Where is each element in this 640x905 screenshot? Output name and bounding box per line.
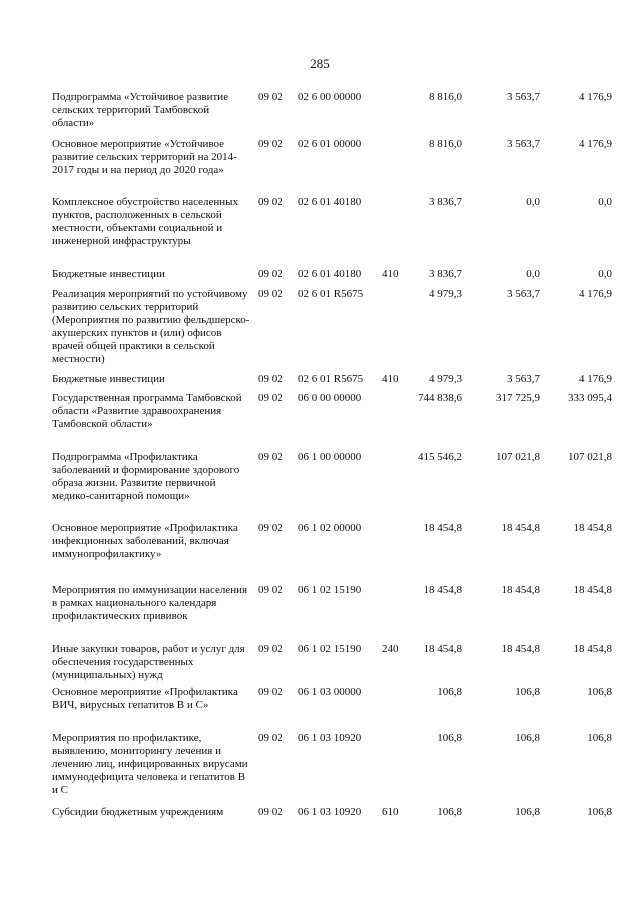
row-section-code: 09 02	[258, 91, 283, 103]
row-section-code: 09 02	[258, 686, 283, 698]
row-description: Субсидии бюджетным учреждениям	[52, 806, 224, 818]
row-amount-2: 106,8	[515, 732, 540, 744]
row-target-article: 06 1 02 15190	[298, 643, 362, 655]
row-target-article: 06 1 02 15190	[298, 584, 362, 596]
row-section-code: 09 02	[258, 643, 283, 655]
row-amount-2: 18 454,8	[501, 584, 540, 596]
row-amount-1: 18 454,8	[423, 584, 462, 596]
row-amount-2: 317 725,9	[496, 392, 540, 404]
row-amount-2: 106,8	[515, 686, 540, 698]
row-description: Подпрограмма «Профилактика заболеваний и формирование здорового образа жизни. Развитие первичной медико-санитарной помощи»	[52, 451, 240, 502]
row-target-article: 02 6 01 40180	[298, 268, 362, 280]
row-amount-1: 3 836,7	[429, 196, 462, 208]
row-amount-2: 18 454,8	[501, 643, 540, 655]
row-section-code: 09 02	[258, 806, 283, 818]
row-amount-3: 0,0	[598, 196, 612, 208]
row-amount-2: 3 563,7	[507, 138, 540, 150]
row-amount-1: 3 836,7	[429, 268, 462, 280]
row-description: Бюджетные инвестиции	[52, 268, 165, 280]
row-section-code: 09 02	[258, 138, 283, 150]
row-amount-2: 0,0	[526, 196, 540, 208]
row-description: Комплексное обустройство населенных пунктов, расположенных в сельской местности, объектами социальной и инженерной инфраструктуры	[52, 196, 239, 247]
row-amount-3: 106,8	[587, 732, 612, 744]
row-target-article: 02 6 00 00000	[298, 91, 362, 103]
row-description: Бюджетные инвестиции	[52, 373, 165, 385]
row-section-code: 09 02	[258, 451, 283, 463]
row-section-code: 09 02	[258, 288, 283, 300]
row-target-article: 06 1 00 00000	[298, 451, 362, 463]
row-amount-3: 18 454,8	[573, 584, 612, 596]
row-amount-1: 415 546,2	[418, 451, 462, 463]
row-target-article: 06 1 03 00000	[298, 686, 362, 698]
row-amount-3: 4 176,9	[579, 138, 612, 150]
row-section-code: 09 02	[258, 268, 283, 280]
row-amount-1: 18 454,8	[423, 522, 462, 534]
row-amount-3: 333 095,4	[568, 392, 612, 404]
row-amount-1: 106,8	[437, 806, 462, 818]
row-amount-1: 4 979,3	[429, 373, 462, 385]
row-amount-1: 8 816,0	[429, 138, 462, 150]
row-target-article: 02 6 01 R5675	[298, 373, 364, 385]
row-amount-3: 4 176,9	[579, 91, 612, 103]
row-amount-2: 3 563,7	[507, 91, 540, 103]
row-description: Подпрограмма «Устойчивое развитие сельских территорий Тамбовской области»	[52, 91, 229, 129]
row-amount-2: 3 563,7	[507, 288, 540, 300]
row-amount-2: 3 563,7	[507, 373, 540, 385]
row-amount-1: 4 979,3	[429, 288, 462, 300]
row-description: Основное мероприятие «Устойчивое развитие сельских территорий на 2014-2017 годы и на период до 2020 года»	[52, 138, 237, 176]
row-description: Иные закупки товаров, работ и услуг для обеспечения государственных (муниципальных) нужд	[52, 643, 245, 681]
row-section-code: 09 02	[258, 732, 283, 744]
row-description: Реализация мероприятий по устойчивому развитию сельских территорий (Мероприятия по развитию фельдшерско-акушерских пунктов и (или) офисов врачей общей практики в сельской местности)	[52, 288, 250, 365]
row-amount-3: 107 021,8	[568, 451, 612, 463]
row-section-code: 09 02	[258, 584, 283, 596]
row-amount-1: 744 838,6	[418, 392, 462, 404]
row-description: Основное мероприятие «Профилактика ВИЧ, вирусных гепатитов В и С»	[52, 686, 238, 711]
row-amount-1: 106,8	[437, 732, 462, 744]
row-amount-3: 18 454,8	[573, 522, 612, 534]
row-amount-2: 107 021,8	[496, 451, 540, 463]
row-section-code: 09 02	[258, 196, 283, 208]
row-amount-2: 18 454,8	[501, 522, 540, 534]
row-amount-2: 0,0	[526, 268, 540, 280]
row-target-article: 06 0 00 00000	[298, 392, 362, 404]
row-amount-1: 18 454,8	[423, 643, 462, 655]
row-target-article: 06 1 03 10920	[298, 806, 362, 818]
row-section-code: 09 02	[258, 522, 283, 534]
row-amount-3: 18 454,8	[573, 643, 612, 655]
row-description: Основное мероприятие «Профилактика инфекционных заболеваний, включая иммунопрофилактику»	[52, 522, 238, 560]
row-amount-2: 106,8	[515, 806, 540, 818]
row-expense-type: 410	[382, 373, 399, 385]
row-target-article: 02 6 01 40180	[298, 196, 362, 208]
row-expense-type: 410	[382, 268, 399, 280]
row-amount-1: 106,8	[437, 686, 462, 698]
row-expense-type: 610	[382, 806, 399, 818]
row-section-code: 09 02	[258, 373, 283, 385]
row-amount-3: 4 176,9	[579, 288, 612, 300]
row-description: Мероприятия по иммунизации населения в рамках национального календаря профилактических прививок	[52, 584, 248, 622]
row-amount-3: 106,8	[587, 686, 612, 698]
row-amount-3: 106,8	[587, 806, 612, 818]
row-section-code: 09 02	[258, 392, 283, 404]
row-target-article: 02 6 01 00000	[298, 138, 362, 150]
row-target-article: 02 6 01 R5675	[298, 288, 364, 300]
row-target-article: 06 1 03 10920	[298, 732, 362, 744]
row-amount-1: 8 816,0	[429, 91, 462, 103]
row-expense-type: 240	[382, 643, 399, 655]
row-amount-3: 0,0	[598, 268, 612, 280]
page-number: 285	[310, 56, 330, 71]
row-description: Мероприятия по профилактике, выявлению, мониторингу лечения и лечению лиц, инфицированных вирусами иммунодефицита человека и гепатитов В и С	[52, 732, 248, 796]
row-target-article: 06 1 02 00000	[298, 522, 362, 534]
row-amount-3: 4 176,9	[579, 373, 612, 385]
row-description: Государственная программа Тамбовской области «Развитие здравоохранения Тамбовской области»	[52, 392, 242, 430]
